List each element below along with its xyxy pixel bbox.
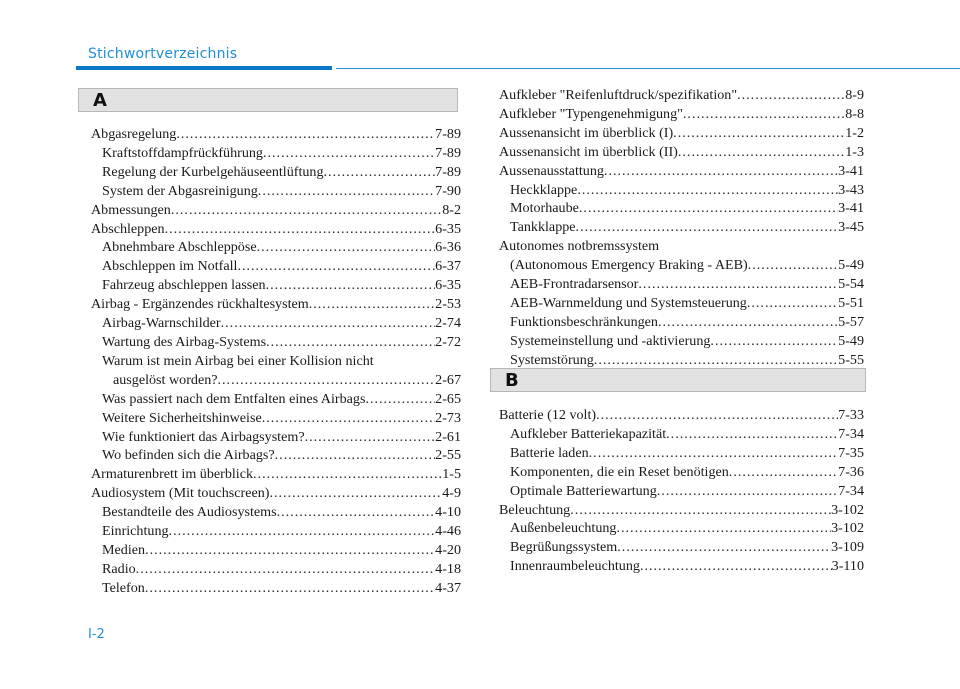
index-entry-label: Wo befinden sich die Airbags? (102, 447, 275, 464)
dot-leader (678, 143, 845, 162)
index-entry-label: Weitere Sicherheitshinweise (102, 409, 262, 426)
page-number: I-2 (88, 627, 105, 642)
index-entry-label: Aufkleber "Reifenluftdruck/spezifikation" (499, 87, 738, 103)
index-subentry (91, 541, 461, 560)
index-entry-label: Airbag-Warnschilder (102, 315, 221, 332)
page-reference: 6-37 (435, 258, 461, 275)
index-entry-label: Radio (102, 560, 136, 577)
index-entry-label: Kraftstoffdampfrückführung (102, 144, 263, 161)
index-subentry (499, 444, 864, 463)
index-subentry (499, 313, 864, 332)
index-subentry (499, 351, 864, 370)
index-entry (499, 501, 864, 520)
index-entry-label: Systemstörung (510, 351, 594, 368)
dot-leader (577, 181, 838, 200)
section-header-b (490, 368, 866, 392)
dot-leader (145, 541, 435, 560)
index-entry-label: Innenraumbeleuchtung (510, 558, 640, 575)
index-subentry (499, 425, 864, 444)
index-subentry (91, 144, 461, 163)
page-reference: 3-102 (831, 520, 864, 537)
dot-leader (257, 238, 436, 257)
index-entry-label: AEB-Warnmeldung und Systemsteuerung (510, 294, 747, 311)
index-entry-label: Batterie (12 volt) (499, 407, 597, 423)
index-entry (499, 86, 864, 105)
index-entry-continuation: ausgelöst worden? (113, 371, 218, 388)
dot-leader (616, 519, 831, 538)
index-entry (91, 465, 461, 484)
page-reference: 5-55 (838, 351, 864, 368)
index-entry-label: Funktionsbeschränkungen (510, 313, 658, 330)
dot-leader (710, 332, 838, 351)
index-subentry (499, 294, 864, 313)
dot-leader (263, 144, 435, 163)
index-entry-label: Aufkleber Batteriekapazität (510, 425, 667, 442)
page-reference: 7-89 (435, 126, 461, 142)
page-reference: 3-41 (838, 162, 864, 179)
page-reference: 4-20 (435, 541, 461, 558)
dot-leader (169, 522, 436, 541)
index-subentry (499, 275, 864, 294)
index-entry-label: Heckklappe (510, 181, 578, 198)
index-entry (499, 162, 864, 181)
index-entry (91, 125, 461, 144)
index-entry (91, 371, 461, 390)
dot-leader (617, 538, 831, 557)
index-entry-continuation: (Autonomous Emergency Braking - AEB) (510, 257, 748, 274)
index-subentry (91, 390, 461, 409)
index-subentry (499, 218, 864, 237)
index-entry-label: Airbag - Ergänzendes rückhaltesystem (91, 296, 309, 313)
index-subentry (91, 409, 461, 428)
dot-leader (258, 182, 435, 201)
page-reference: 5-49 (838, 332, 864, 349)
index-subentry (91, 163, 461, 182)
dot-leader (640, 557, 832, 576)
index-entry-label: System der Abgasreinigung (102, 182, 258, 199)
section-letter-b: B (505, 370, 519, 391)
page-reference: 8-9 (845, 87, 864, 103)
index-entry (499, 406, 864, 425)
dot-leader (737, 86, 845, 105)
page-reference: 7-89 (435, 144, 461, 161)
page-reference: 7-90 (435, 182, 461, 199)
index-entry-label: Aussenansicht im überblick (II) (499, 143, 678, 160)
index-entry (499, 124, 864, 143)
index-entry-label: Fahrzeug abschleppen lassen (102, 277, 266, 294)
page-reference: 2-55 (435, 447, 461, 464)
index-entry-label: Abnehmbare Abschleppöse (102, 239, 257, 256)
page-reference: 2-65 (435, 390, 461, 407)
dot-leader (305, 428, 436, 447)
index-entry-label: Batterie laden (510, 444, 589, 461)
index-entry-label: Aussenansicht im überblick (I) (499, 124, 674, 141)
index-entry (91, 484, 461, 503)
dot-leader (165, 220, 436, 239)
dot-leader (596, 406, 838, 425)
dot-leader (576, 218, 839, 237)
dot-leader (269, 484, 442, 503)
page-reference: 7-33 (838, 407, 864, 423)
page-reference: 7-89 (435, 163, 461, 180)
index-subentry (91, 579, 461, 598)
index-entry (499, 105, 864, 124)
index-entry-label: Motorhaube (510, 200, 579, 217)
dot-leader (309, 295, 435, 314)
dot-leader (237, 257, 435, 276)
page-reference: 2-61 (435, 428, 461, 445)
index-subentry (91, 428, 461, 447)
index-entry-label: Tankklappe (510, 219, 576, 236)
dot-leader (218, 371, 436, 390)
dot-leader (604, 162, 838, 181)
index-entry-label: Regelung der Kurbelgehäuseentlüftung (102, 163, 324, 180)
index-entry-label: Beleuchtung (499, 501, 571, 518)
index-entry-label: Wartung des Airbag-Systems (102, 333, 267, 350)
dot-leader (275, 446, 436, 465)
index-entry-label: Autonomes notbremssystem (499, 238, 660, 255)
dot-leader (748, 256, 838, 275)
index-entry-label: Abmessungen (91, 201, 171, 218)
index-entry-label: Audiosystem (Mit touchscreen) (91, 485, 270, 502)
index-entry (91, 295, 461, 314)
index-subentry (91, 276, 461, 295)
dot-leader (579, 199, 838, 218)
index-column-left (91, 125, 461, 598)
dot-leader (747, 294, 838, 313)
dot-leader (658, 313, 838, 332)
page-reference: 6-35 (435, 220, 461, 237)
page-reference: 4-18 (435, 560, 461, 577)
index-entry-label: Komponenten, die ein Reset benötigen (510, 463, 729, 480)
index-subentry (499, 538, 864, 557)
page-reference: 5-51 (838, 294, 864, 311)
index-column-right-b (499, 406, 864, 576)
index-entry-label: Armaturenbrett im überblick (91, 466, 254, 483)
page-reference: 2-53 (435, 296, 461, 313)
index-subentry (499, 557, 864, 576)
index-subentry (499, 332, 864, 351)
dot-leader (324, 163, 436, 182)
dot-leader (683, 105, 845, 124)
index-entry-label: Was passiert nach dem Entfalten eines Airbags (102, 390, 366, 407)
page-reference: 4-46 (435, 523, 461, 540)
index-entry (91, 220, 461, 239)
dot-leader (666, 425, 838, 444)
page-reference: 5-49 (838, 257, 864, 274)
dot-leader (589, 444, 839, 463)
header-rule-thin (336, 68, 960, 69)
dot-leader (673, 124, 845, 143)
page-reference: 4-37 (435, 579, 461, 596)
page-reference: 3-102 (831, 501, 864, 518)
dot-leader (136, 560, 435, 579)
page-reference: 7-34 (838, 482, 864, 499)
dot-leader (638, 275, 838, 294)
page-reference: 4-10 (435, 504, 461, 521)
page-reference: 8-2 (442, 201, 461, 218)
dot-leader (262, 409, 435, 428)
page-reference: 2-72 (435, 333, 461, 350)
index-subentry (91, 182, 461, 201)
index-entry-label: Wie funktioniert das Airbagsystem? (102, 428, 305, 445)
dot-leader (171, 201, 442, 220)
index-entry-label: AEB-Frontradarsensor (510, 276, 639, 293)
page-reference: 4-9 (442, 485, 461, 502)
page-reference: 3-109 (831, 539, 864, 556)
dot-leader (729, 463, 838, 482)
page-reference: 6-36 (435, 239, 461, 256)
page-header-title: Stichwortverzeichnis (88, 46, 238, 62)
index-entry-label: Bestandteile des Audiosystems (102, 504, 277, 521)
index-subentry (499, 181, 864, 200)
index-entry-label: Optimale Batteriewartung (510, 482, 657, 499)
dot-leader (594, 351, 838, 370)
index-subentry (91, 314, 461, 333)
dot-leader (266, 333, 435, 352)
page-reference: 1-5 (442, 466, 461, 483)
index-column-right-a (499, 86, 864, 370)
dot-leader (253, 465, 442, 484)
page-reference: 3-41 (838, 200, 864, 217)
index-subentry (91, 238, 461, 257)
dot-leader (145, 579, 435, 598)
index-subentry (91, 446, 461, 465)
index-subentry (91, 503, 461, 522)
header-rule-thick (76, 66, 332, 70)
index-entry-label: Aussenausstattung (499, 162, 604, 179)
index-entry (91, 201, 461, 220)
dot-leader (221, 314, 436, 333)
page-reference: 7-36 (838, 463, 864, 480)
page-reference: 1-3 (845, 143, 864, 160)
page-reference: 6-35 (435, 277, 461, 294)
dot-leader (570, 501, 831, 520)
index-subentry (499, 199, 864, 218)
index-entry (499, 256, 864, 275)
dot-leader (365, 390, 435, 409)
dot-leader (266, 276, 436, 295)
page-reference: 2-74 (435, 315, 461, 332)
index-entry-label: Medien (102, 541, 146, 558)
dot-leader (657, 482, 838, 501)
index-entry-label: Warum ist mein Airbag bei einer Kollision nicht (102, 352, 374, 369)
index-entry-label: Abschleppen im Notfall (102, 258, 238, 275)
page-reference: 1-2 (845, 124, 864, 141)
index-subentry (91, 560, 461, 579)
section-header-a (78, 88, 458, 112)
index-subentry (91, 333, 461, 352)
page-reference: 7-34 (838, 425, 864, 442)
index-subentry (91, 257, 461, 276)
page-reference: 8-8 (845, 105, 864, 122)
page-reference: 3-45 (838, 219, 864, 236)
index-entry-label: Außenbeleuchtung (510, 520, 617, 537)
section-letter-a: A (93, 90, 107, 111)
dot-leader (277, 503, 436, 522)
index-entry-label: Systemeinstellung und -aktivierung (510, 332, 711, 349)
index-entry-label: Abgasregelung (91, 126, 177, 142)
page-reference: 5-54 (838, 276, 864, 293)
page-reference: 7-35 (838, 444, 864, 461)
index-entry-label: Aufkleber "Typengenehmigung" (499, 105, 683, 122)
index-entry (499, 143, 864, 162)
index-subentry (91, 522, 461, 541)
page-reference: 2-73 (435, 409, 461, 426)
dot-leader (176, 125, 435, 144)
page-reference: 3-110 (831, 558, 864, 575)
index-entry-label: Begrüßungssystem (510, 539, 618, 556)
index-subentry (499, 482, 864, 501)
index-subentry (499, 519, 864, 538)
index-subentry (499, 463, 864, 482)
page-reference: 5-57 (838, 313, 864, 330)
index-entry-label: Einrichtung (102, 523, 169, 540)
index-entry-label: Abschleppen (91, 220, 165, 237)
page-reference: 2-67 (435, 371, 461, 388)
index-entry-label: Telefon (102, 579, 145, 596)
page-reference: 3-43 (838, 181, 864, 198)
